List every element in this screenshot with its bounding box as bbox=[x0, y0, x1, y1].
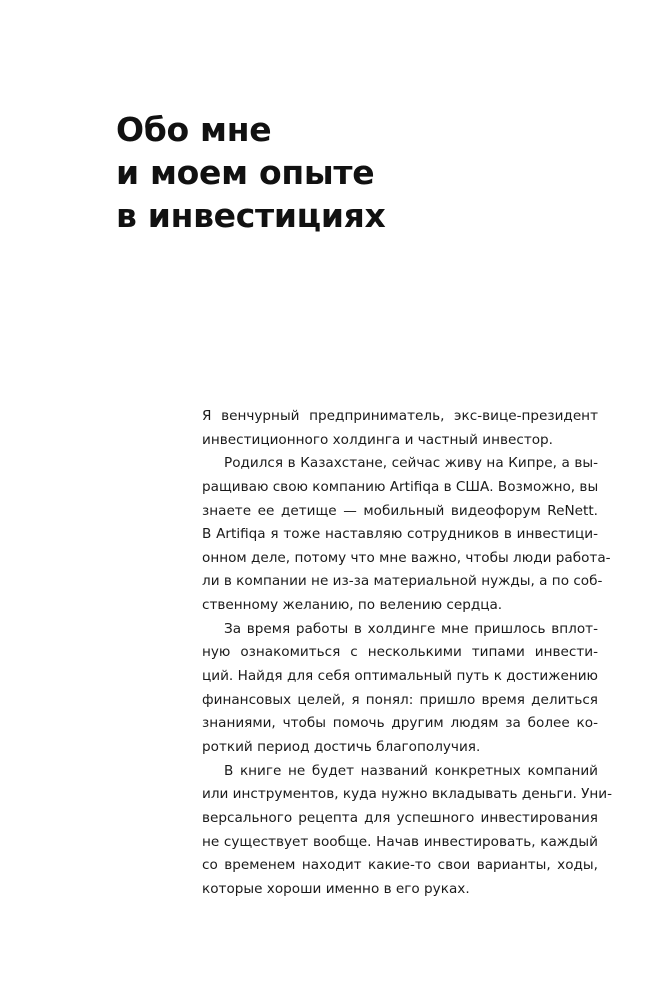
chapter-title-line: и моем опыте bbox=[116, 153, 375, 192]
text-line: За время работы в холдинге мне пришлось вплот- bbox=[224, 620, 598, 637]
text-line: онном деле, потому что мне важно, чтобы люди работа- bbox=[202, 549, 611, 566]
text-line: ращиваю свою компанию Artifiqa в США. Возможно, вы bbox=[202, 478, 599, 495]
text-line: знаниями, чтобы помочь другим людям за более ко- bbox=[202, 715, 598, 732]
text-line: со временем находит какие-то свои варианты, ходы, bbox=[202, 857, 598, 874]
text-line: ли в компании не из-за материальной нужды, а по соб- bbox=[202, 573, 603, 590]
text-line: которые хороши именно в его руках. bbox=[202, 880, 470, 897]
text-line: или инструментов, куда нужно вкладывать деньги. Уни- bbox=[202, 786, 613, 803]
text-line: инвестиционного холдинга и частный инвестор. bbox=[202, 431, 554, 448]
paragraph bbox=[202, 618, 598, 760]
body-text bbox=[202, 405, 613, 901]
text-line: ную ознакомиться с несколькими типами инвести- bbox=[202, 644, 598, 661]
text-line: Родился в Казахстане, сейчас живу на Кипре, а вы- bbox=[224, 455, 598, 472]
paragraph bbox=[202, 452, 611, 617]
text-line: В книге не будет названий конкретных компаний bbox=[224, 762, 598, 779]
text-line: финансовых целей, я понял: пришло время делиться bbox=[202, 691, 598, 708]
paragraph bbox=[202, 760, 613, 902]
chapter-title-line: в инвестициях bbox=[116, 196, 386, 235]
text-line: ций. Найдя для себя оптимальный путь к достижению bbox=[202, 668, 598, 685]
text-line: не существует вообще. Начав инвестировать, каждый bbox=[202, 833, 598, 850]
text-line: ственному желанию, по велению сердца. bbox=[202, 597, 503, 614]
text-line: В Artifiqa я тоже наставляю сотрудников в инвестици- bbox=[202, 526, 598, 543]
text-line: роткий период достичь благополучия. bbox=[202, 738, 481, 755]
text-line: версального рецепта для успешного инвестирования bbox=[202, 809, 598, 826]
text-line: знаете ее детище — мобильный видеофорум ReNett. bbox=[202, 502, 598, 519]
text-line: Я венчурный предприниматель, экс-вице-президент bbox=[202, 408, 598, 424]
chapter-title-line: Обо мне bbox=[116, 110, 272, 149]
paragraph bbox=[202, 405, 598, 452]
chapter-title bbox=[116, 108, 386, 237]
